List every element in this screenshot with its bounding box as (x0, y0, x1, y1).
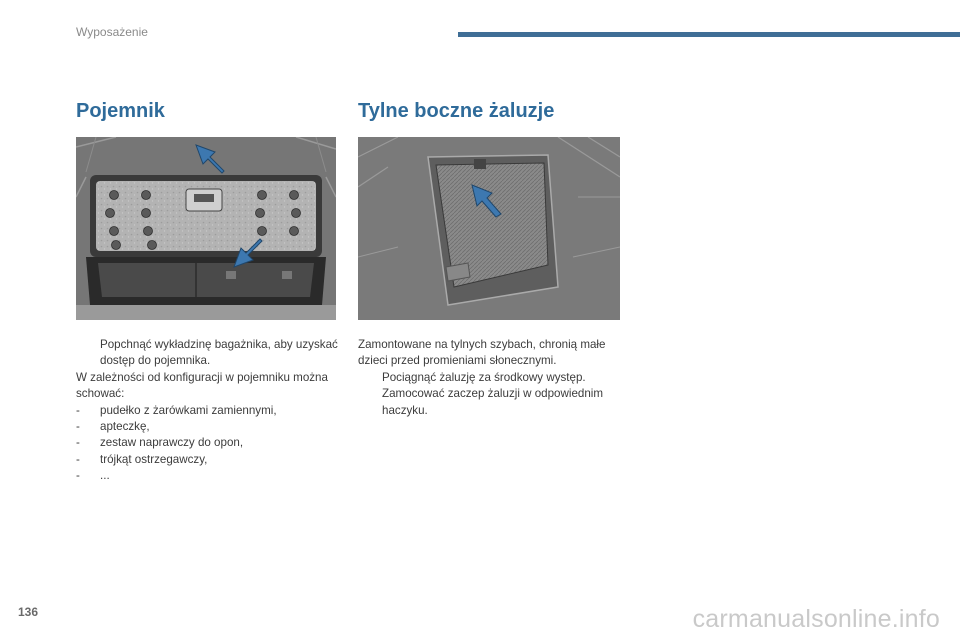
list-item (76, 403, 346, 419)
storage-illustration (76, 137, 336, 320)
blind-illustration (358, 137, 620, 320)
watermark: carmanualsonline.info (692, 605, 940, 633)
storage-step-text: Popchnąć wykładzinę bagażnika, aby uzyskać dostęp do pojemnika. (100, 338, 338, 368)
section-header-label: Wyposażenie (76, 25, 148, 39)
list-item-text: trójkąt ostrzegawczy, (100, 452, 208, 466)
storage-drawing (76, 137, 336, 320)
blinds-step (358, 386, 628, 419)
list-item (76, 468, 346, 484)
storage-section-title: Pojemnik (76, 100, 165, 122)
storage-step (76, 337, 346, 370)
list-bullet: - (76, 436, 80, 450)
blinds-text (358, 337, 628, 419)
section-header-bar (458, 32, 960, 37)
list-item-text: ... (100, 469, 110, 483)
storage-intro: W zależności od konfiguracji w pojemniku można schować: (76, 370, 328, 401)
list-bullet: - (76, 403, 80, 417)
blinds-step-text: Zamocować zaczep żaluzji w odpowiednim haczyku. (382, 387, 604, 417)
blinds-intro: Zamontowane na tylnych szybach, chronią małe dzieci przed promieniami słonecznymi. (358, 338, 606, 368)
list-item-text: apteczkę, (100, 420, 150, 434)
list-item (76, 435, 346, 451)
page-number: 136 (18, 605, 39, 619)
blind-drawing (358, 137, 620, 320)
list-bullet: - (76, 452, 80, 466)
list-item (76, 452, 346, 468)
list-item-text: zestaw naprawczy do opon, (100, 436, 244, 450)
list-bullet: - (76, 420, 80, 434)
list-item (76, 419, 346, 435)
blinds-step-text: Pociągnąć żaluzję za środkowy występ. (382, 370, 586, 384)
blinds-section-title: Tylne boczne żaluzje (358, 100, 555, 122)
storage-text (76, 337, 346, 485)
list-bullet: - (76, 469, 80, 483)
blinds-step (358, 370, 628, 386)
list-item-text: pudełko z żarówkami zamiennymi, (100, 403, 277, 417)
